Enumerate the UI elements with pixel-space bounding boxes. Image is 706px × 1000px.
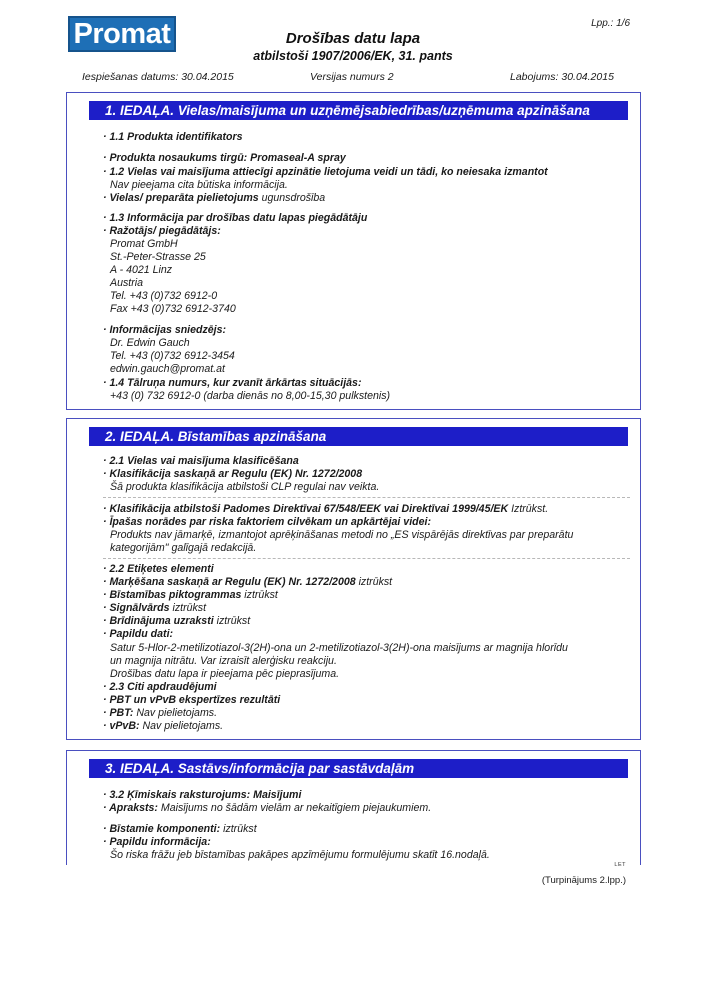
- s1-line: Tel. +43 (0)732 6912-3454: [110, 350, 235, 362]
- s1-line: · 1.3 Informācija par drošības datu lapas piegādātāju: [103, 212, 368, 224]
- s2-line: [103, 576, 392, 589]
- s2-line: [103, 589, 278, 602]
- section-2-header: 2. IEDAĻA. Bīstamības apzināšana: [89, 427, 628, 446]
- s2-line: · Īpašas norādes par riska faktoriem cilvēkam un apkārtējai videi:: [103, 516, 431, 528]
- s2-line: [103, 503, 548, 516]
- s2-value: iztrūkst: [355, 576, 393, 588]
- section-2: [66, 418, 641, 740]
- s1-value: ugunsdrošība: [258, 192, 326, 204]
- s3-label: · Bīstamie komponenti:: [103, 823, 221, 835]
- s2-label: · PBT:: [103, 707, 134, 719]
- s1-line: +43 (0) 732 6912-0 (darba dienās no 8,00-15,30 pulkstenis): [110, 390, 391, 402]
- revision-date: Labojums: 30.04.2015: [510, 71, 614, 83]
- separator: [103, 558, 630, 559]
- section-1-header: 1. IEDAĻA. Vielas/maisījuma un uzņēmējsabiedrības/uzņēmuma apzināšana: [89, 101, 628, 120]
- separator: [103, 497, 630, 498]
- s2-label: · vPvB:: [103, 720, 140, 732]
- s2-line: · Papildu dati:: [103, 628, 174, 640]
- s1-label: · Vielas/ preparāta pielietojums: [103, 192, 259, 204]
- s2-line: Produkts nav jāmarķē, izmantojot aprēķināšanas metodi no „ES vispārējās direktīvas par preparātu: [110, 529, 574, 541]
- s2-line: Šā produkta klasifikācija atbilstoši CLP regulai nav veikta.: [110, 481, 380, 493]
- version-number: Versijas numurs 2: [310, 71, 394, 83]
- s1-line: · 1.1 Produkta identifikators: [103, 131, 243, 143]
- continued-note: (Turpinājums 2.lpp.): [541, 875, 626, 886]
- s2-label: · Brīdinājuma uzraksti: [103, 615, 214, 627]
- s1-line: · 1.2 Vielas vai maisījuma attiecīgi apzinātie lietojuma veidi un tādi, ko neiesaka izmantot: [103, 166, 548, 178]
- s2-line: [103, 720, 223, 733]
- s2-line: · Klasifikācija saskaņā ar Regulu (EK) Nr. 1272/2008: [103, 468, 363, 480]
- s2-line: · PBT un vPvB ekspertīzes rezultāti: [103, 694, 281, 706]
- s2-line: kategorijām" galīgajā redakcijā.: [110, 542, 257, 554]
- s2-line: [103, 602, 206, 615]
- s2-line: · 2.2 Etiķetes elementi: [103, 563, 214, 575]
- s2-label: · Bīstamības piktogrammas: [103, 589, 242, 601]
- s1-line: A - 4021 Linz: [110, 264, 173, 276]
- s2-line: [103, 615, 250, 628]
- s2-line: [103, 707, 217, 720]
- page-number: Lpp.: 1/6: [591, 18, 630, 29]
- section-1: [66, 92, 641, 410]
- s1-line: Dr. Edwin Gauch: [110, 337, 190, 349]
- s2-value: Iztrūkst.: [508, 503, 549, 515]
- s1-line: Tel. +43 (0)732 6912-0: [110, 290, 218, 302]
- language-code: LET: [614, 862, 626, 868]
- print-date: Iespiešanas datums: 30.04.2015: [82, 71, 234, 83]
- s1-line: Promat GmbH: [110, 238, 178, 250]
- s3-line: [103, 802, 431, 815]
- s2-line: un magnija nitrātu. Var izraisīt alerģisku reakciju.: [110, 655, 337, 667]
- s3-line: Šo riska frāžu jeb bīstamības pakāpes apzīmējumu formulējumu skatīt 16.nodaļā.: [110, 849, 490, 861]
- s1-line: Nav pieejama cita būtiska informācija.: [110, 179, 288, 191]
- s2-value: iztrūkst: [241, 589, 278, 601]
- s1-line: · Produkta nosaukums tirgū: Promaseal-A spray: [103, 152, 346, 164]
- s1-line: Fax +43 (0)732 6912-3740: [110, 303, 236, 315]
- s2-label: · Klasifikācija atbilstoši Padomes Direktīvai 67/548/EEK vai Direktīvai 1999/45/EK: [103, 503, 509, 515]
- s3-line: · 3.2 Ķīmiskais raksturojums: Maisījumi: [103, 789, 302, 801]
- section-3-header: 3. IEDAĻA. Sastāvs/informācija par sastāvdaļām: [89, 759, 628, 778]
- s2-label: · Marķēšana saskaņā ar Regulu (EK) Nr. 1272/2008: [103, 576, 356, 588]
- s2-line: · 2.3 Citi apdraudējumi: [103, 681, 217, 693]
- s2-line: Drošības datu lapa ir pieejama pēc pieprasījuma.: [110, 668, 340, 680]
- s1-line: [103, 192, 325, 205]
- s1-line: edwin.gauch@promat.at: [110, 363, 225, 375]
- s2-label: · Signālvārds: [103, 602, 170, 614]
- s1-line: Austria: [110, 277, 143, 289]
- s2-value: iztrūkst: [169, 602, 207, 614]
- s3-line: · Papildu informācija:: [103, 836, 211, 848]
- s1-line: · Ražotājs/ piegādātājs:: [103, 225, 221, 237]
- s3-label: · Apraksts:: [103, 802, 158, 814]
- s1-line: · Informācijas sniedzējs:: [103, 324, 227, 336]
- s1-line: · 1.4 Tālruņa numurs, kur zvanīt ārkārtas situācijās:: [103, 377, 362, 389]
- s3-line: [103, 823, 257, 836]
- s3-value: Maisījums no šādām vielām ar nekaitīgiem piejaukumiem.: [157, 802, 432, 814]
- document-subtitle: atbilstoši 1907/2006/EK, 31. pants: [253, 49, 453, 63]
- document-title: Drošības datu lapa: [285, 30, 421, 47]
- s2-value: Nav pielietojams.: [139, 720, 224, 732]
- s2-value: Nav pielietojams.: [133, 707, 218, 719]
- s1-line: St.-Peter-Strasse 25: [110, 251, 206, 263]
- section-3: [66, 750, 641, 865]
- s2-line: · 2.1 Vielas vai maisījuma klasificēšana: [103, 455, 299, 467]
- s3-value: iztrūkst: [220, 823, 257, 835]
- s2-line: Satur 5-Hlor-2-metilizotiazol-3(2H)-ona un 2-metilizotiazol-3(2H)-ona maisījums ar magnija hlorīdu: [110, 642, 568, 654]
- promat-logo: Promat: [68, 16, 176, 52]
- s2-value: iztrūkst: [213, 615, 251, 627]
